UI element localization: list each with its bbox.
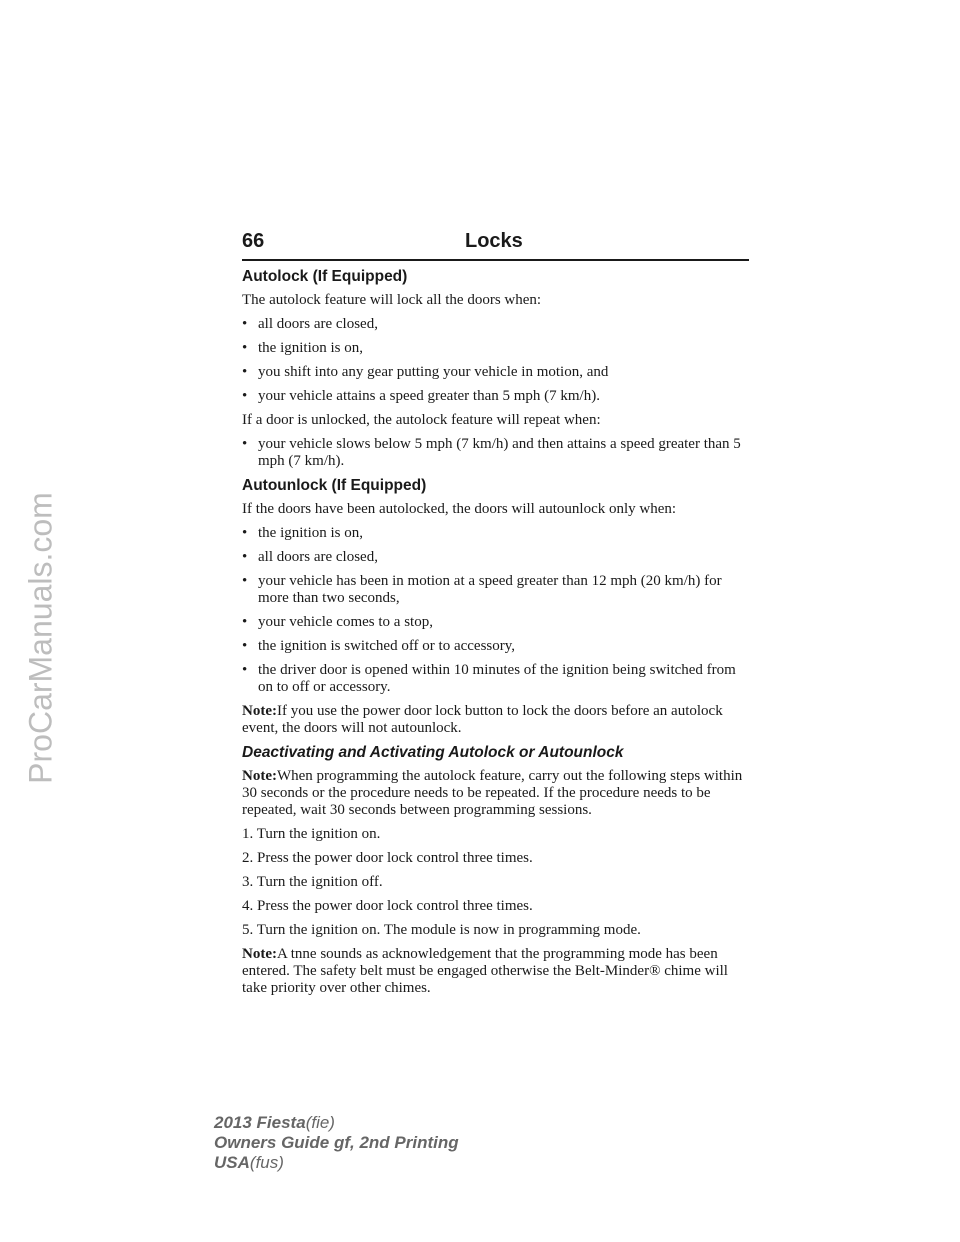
list-item-text: the ignition is on, (258, 340, 363, 356)
footer-line-3 (214, 1153, 459, 1173)
list-item (242, 388, 752, 405)
autolock-heading: Autolock (If Equipped) (242, 268, 408, 285)
step-4: 4. Press the power door lock control three times. (242, 898, 533, 914)
list-item-text: you shift into any gear putting your vehicle in motion, and (258, 364, 609, 380)
bullet-icon: • (242, 388, 248, 404)
footer-model-code: (fie) (305, 1113, 335, 1132)
list-item (242, 364, 752, 381)
page-number: 66 (242, 230, 265, 252)
deactivating-note-2 (242, 946, 752, 997)
autounlock-intro: If the doors have been autolocked, the doors will autounlock only when: (242, 501, 677, 517)
footer-line-1 (214, 1113, 459, 1133)
deactivating-heading: Deactivating and Activating Autolock or Autounlock (242, 744, 624, 761)
list-item (242, 573, 752, 607)
list-item (242, 525, 752, 542)
bullet-icon: • (242, 549, 248, 565)
list-item (242, 340, 752, 357)
autounlock-heading: Autounlock (If Equipped) (242, 477, 427, 494)
list-item (242, 662, 752, 696)
watermark (10, 418, 72, 858)
footer-line-2: Owners Guide gf, 2nd Printing (214, 1133, 459, 1152)
bullet-icon: • (242, 573, 248, 589)
note-label: Note: (242, 703, 277, 719)
step-3: 3. Turn the ignition off. (242, 874, 383, 890)
autolock-repeat-intro: If a door is unlocked, the autolock feature will repeat when: (242, 412, 601, 428)
watermark-text: ProCarManuals.com (22, 492, 59, 784)
list-item-text: the driver door is opened within 10 minutes of the ignition being switched from on to off or accessory. (258, 662, 736, 695)
list-item-text: all doors are closed, (258, 316, 378, 332)
step-2: 2. Press the power door lock control three times. (242, 850, 533, 866)
autolock-repeat-list (242, 436, 752, 470)
list-item (242, 638, 752, 655)
bullet-icon: • (242, 340, 248, 356)
bullet-icon: • (242, 525, 248, 541)
list-item-text: your vehicle has been in motion at a speed greater than 12 mph (20 km/h) for more than two seconds, (258, 573, 722, 606)
list-item-text: all doors are closed, (258, 549, 378, 565)
page-footer (214, 1113, 459, 1173)
footer-model: 2013 Fiesta (214, 1113, 306, 1132)
header-rule (242, 259, 749, 261)
list-item-text: the ignition is on, (258, 525, 363, 541)
note-text: When programming the autolock feature, carry out the following steps within 30 seconds or the procedure needs to be repeated. If the procedure needs to be repeated, wait 30 seconds between programming sessions. (242, 768, 743, 818)
autounlock-bullet-list (242, 525, 752, 696)
deactivating-note (242, 768, 752, 819)
list-item-text: your vehicle comes to a stop, (258, 614, 433, 630)
list-item (242, 436, 752, 470)
list-item (242, 614, 752, 631)
bullet-icon: • (242, 614, 248, 630)
autolock-intro: The autolock feature will lock all the doors when: (242, 292, 542, 308)
step-5: 5. Turn the ignition on. The module is now in programming mode. (242, 922, 641, 938)
bullet-icon: • (242, 364, 248, 380)
list-item-text: your vehicle slows below 5 mph (7 km/h) and then attains a speed greater than 5 mph (7 km/h). (258, 436, 741, 469)
bullet-icon: • (242, 638, 248, 654)
note-label: Note: (242, 768, 277, 784)
page-content (242, 268, 752, 1004)
page-header (242, 230, 749, 262)
autounlock-note (242, 703, 752, 737)
bullet-icon: • (242, 662, 248, 678)
section-title: Locks (465, 230, 523, 252)
note-text: If you use the power door lock button to lock the doors before an autolock event, the doors will not autounlock. (242, 703, 723, 736)
note-text: A tnne sounds as acknowledgement that the programming mode has been entered. The safety belt must be engaged otherwise the Belt-Minder® chime will take priority over other chimes. (242, 946, 728, 996)
bullet-icon: • (242, 316, 248, 332)
note-label: Note: (242, 946, 277, 962)
list-item-text: the ignition is switched off or to accessory, (258, 638, 516, 654)
list-item-text: your vehicle attains a speed greater than 5 mph (7 km/h). (258, 388, 600, 404)
list-item (242, 549, 752, 566)
step-1: 1. Turn the ignition on. (242, 826, 381, 842)
bullet-icon: • (242, 436, 248, 452)
autolock-bullet-list (242, 316, 752, 405)
footer-market: USA (214, 1153, 250, 1172)
footer-market-code: (fus) (249, 1153, 284, 1172)
list-item (242, 316, 752, 333)
